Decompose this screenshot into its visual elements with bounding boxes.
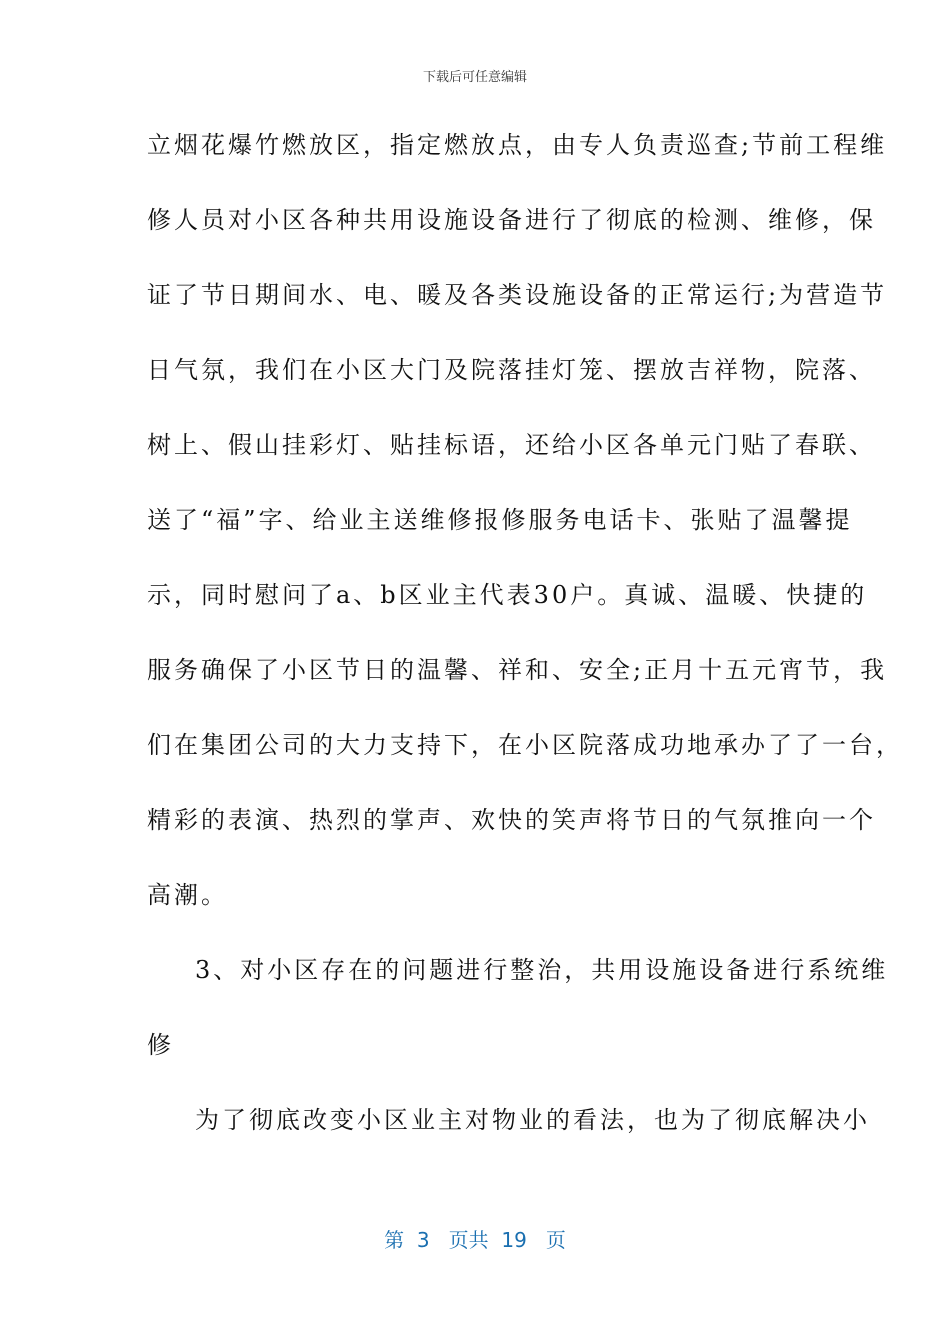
text-line-4: 日气氛，我们在小区大门及院落挂灯笼、摆放吉祥物，院落、 xyxy=(147,356,876,384)
text-line-8: 服务确保了小区节日的温馨、祥和、安全;正月十五元宵节，我 xyxy=(147,656,888,684)
text-line-2: 修人员对小区各种共用设施设备进行了彻底的检测、维修，保 xyxy=(147,206,876,234)
header-note: 下载后可任意编辑 xyxy=(422,70,527,85)
text-line-5: 树上、假山挂彩灯、贴挂标语，还给小区各单元门贴了春联、 xyxy=(147,431,876,459)
text-line-6: 送了“福”字、给业主送维修报修服务电话卡、张贴了温馨提 xyxy=(147,506,853,534)
page-number-footer: 第 3 页共 19 页 xyxy=(384,1228,566,1252)
text-line-9: 们在集团公司的大力支持下，在小区院落成功地承办了了一台， xyxy=(147,731,903,759)
text-line-7: 示，同时慰问了a、b区业主代表30户。真诚、温暖、快捷的 xyxy=(147,581,868,609)
text-line-10: 精彩的表演、热烈的掌声、欢快的笑声将节日的气氛推向一个 xyxy=(147,806,876,834)
section-heading-3: 3、对小区存在的问题进行整治，共用设施设备进行系统维 xyxy=(195,956,889,984)
section-heading-3-continued: 修 xyxy=(147,1031,174,1059)
text-line-11: 高潮。 xyxy=(147,881,228,909)
text-line-1: 立烟花爆竹燃放区，指定燃放点，由专人负责巡查;节前工程维 xyxy=(147,131,888,159)
text-line-14: 为了彻底改变小区业主对物业的看法，也为了彻底解决小 xyxy=(195,1106,870,1134)
text-line-3: 证了节日期间水、电、暖及各类设施设备的正常运行;为营造节 xyxy=(147,281,888,309)
